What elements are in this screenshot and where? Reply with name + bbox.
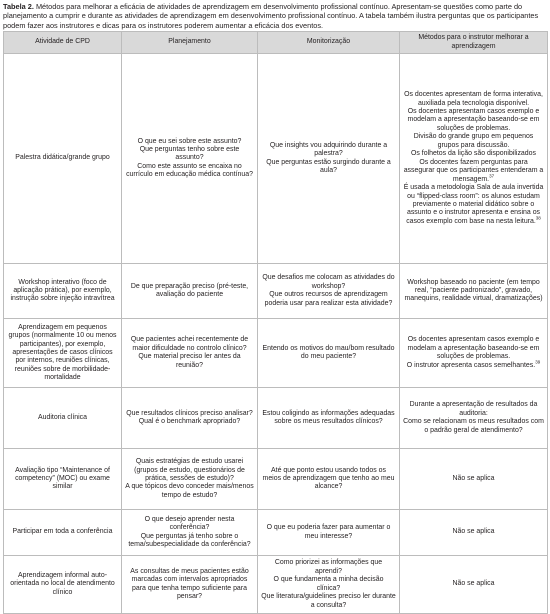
cell-monitoring [258,449,400,510]
cell-planning [122,556,258,614]
planning-question: O que eu sei sobre este assunto? [137,137,242,145]
method-tip: Durante a apresentação de resultados da auditoria: [409,401,538,417]
monitoring-question: Que insights vou adquirindo durante a palestra? [269,141,388,158]
method-tip: Os docentes fazem perguntas para assegurar que os participantes entenderam a mensagem. [403,158,544,183]
method-tip-with-ref [403,159,544,184]
cell-activity: Auditoria clínica [4,388,122,449]
method-tip: Como se relacionam os meus resultados com o padrão geral de atendimento? [403,418,544,434]
method-tip: O instrutor apresenta casos semelhantes. [406,361,536,369]
cell-methods [400,449,548,510]
cell-planning [122,264,258,319]
method-tip: Não se aplica [452,528,495,536]
header-activity: Atividade de CPD [4,32,122,54]
cell-methods [400,264,548,319]
cell-monitoring [258,54,400,264]
method-tip: Os docentes apresentam de forma interativa, auxiliada pela tecnologia disponível. [404,91,543,107]
planning-question: Que material preciso ler antes da reunião? [138,353,241,369]
monitoring-question: Entendo os motivos do mau/bom resultado do meu paciente? [262,344,395,361]
method-tip: Workshop baseado no paciente (em tempo real, “paciente padronizado”, gravado, manequins, realidade virtual, dramatizações) [404,278,543,303]
monitoring-question: Que outros recursos de aprendizagem poderia usar para realizar esta atividade? [264,291,393,307]
monitoring-question: O que fundamenta a minha decisão clínica? [273,576,384,592]
method-tip: Os docentes apresentam casos exemplo e modelam a apresentação baseando-se em soluções de problemas. [407,108,540,132]
table-row [4,449,548,510]
cell-methods [400,319,548,388]
planning-question: De que preparação preciso (pré-teste, avaliação do paciente [130,282,249,299]
method-tip: É usada a metodologia Sala de aula invertida ou “flipped-class room”: os alunos estudam previamente o material didático sobre o assunto e o instrutor apresenta e ensina os casos exemplo com base na nesta leitura. [403,184,544,225]
reference-number: 37 [489,173,495,179]
method-tip: Não se aplica [452,474,495,482]
method-tip-with-ref [403,184,544,226]
planning-question: Quais estratégias de estudo usarei (grupos de estudo, questionários de prática, sessões de estudo)? [134,458,245,482]
cell-planning [122,510,258,556]
monitoring-question: Até que ponto estou usando todos os meios de aprendizagem que tenho ao meu alcance? [262,466,395,491]
monitoring-question: Que desafios me colocam as atividades do workshop? [262,274,395,290]
planning-question: Que perguntas tenho sobre este assunto? [139,146,240,162]
table-caption [3,2,547,30]
planning-question: Que resultados clínicos preciso analisar? [126,409,253,417]
cell-activity: Aprendizagem informal auto-orientada no local de atendimento clínico [4,556,122,614]
planning-question: A que tópicos devo conceder mais/menos tempo de estudo? [125,483,254,499]
header-methods: Métodos para o instrutor melhorar a aprendizagem [400,32,548,54]
method-tip: Não se aplica [452,580,495,588]
monitoring-question: Como priorizei as informações que aprendi? [274,559,383,575]
monitoring-question: O que eu poderia fazer para aumentar o meu interesse? [266,524,391,540]
method-tip: Os folhetos da lição são disponibilizados [411,150,536,158]
planning-question: Que perguntas já tenho sobre o tema/subespecialidade da conferência? [128,532,251,549]
caption-text: Métodos para melhorar a eficácia de atividades de aprendizagem em desenvolvimento profissional contínuo. Apresentam-se questões como parte do planejamento a cumprir e durante as atividades de aprendizagem em desenvolvimento profissional contínuo. A tabela também ilustra perguntas que os participantes podem fazer aos instrutores e dicas para os instrutores poderem aumentar a eficácia dos eventos. [3,2,539,30]
method-tip-with-ref [403,359,544,370]
planning-question: Qual é o benchmark apropriado? [138,418,241,426]
cell-monitoring [258,319,400,388]
cell-activity: Palestra didática/grande grupo [4,54,122,264]
cell-monitoring [258,510,400,556]
cell-methods [400,388,548,449]
cell-methods [400,510,548,556]
planning-question: Como este assunto se encaixa no currículo em educação médica contínua? [126,162,253,179]
cell-activity: Workshop interativo (foco de aplicação prática), por exemplo, instrução sobre injeção intravítrea [4,264,122,319]
monitoring-question: Que perguntas estão surgindo durante a aula? [266,158,391,175]
header-monitoring: Monitorização [258,32,400,54]
header-planning: Planejamento [122,32,258,54]
monitoring-question: Que literatura/guidelines preciso ler durante a consulta? [261,593,396,609]
cell-activity: Aprendizagem em pequenos grupos (normalmente 10 ou menos participantes), por exemplo, apresentações de casos clínicos por internos, reuniões clínicas, reuniões sobre de morbilidade-mortalidade [4,319,122,388]
method-tip: Divisão do grande grupo em pequenos grupos para discussão. [413,133,534,149]
table-row [4,388,548,449]
cell-planning [122,54,258,264]
cell-planning [122,319,258,388]
cell-monitoring [258,264,400,319]
table-header-row [4,32,548,54]
reference-number: 38 [535,215,541,221]
cell-monitoring [258,388,400,449]
table-row [4,264,548,319]
cell-planning [122,449,258,510]
planning-question: Que pacientes achei recentemente de maior dificuldade no controlo clínico? [130,336,249,352]
table-row [4,54,548,264]
table-row [4,556,548,614]
table-row [4,319,548,388]
caption-label: Tabela 2. [3,2,34,11]
cell-activity: Avaliação tipo “Maintenance of competency” (MOC) ou exame similar [4,449,122,510]
cell-monitoring [258,556,400,614]
monitoring-question: Estou coligindo as informações adequadas sobre os meus resultados clínicos? [262,409,395,426]
planning-question: O que desejo aprender nesta conferência? [144,515,235,532]
method-tip: Os docentes apresentam casos exemplo e modelam a apresentação baseando-se em soluções de problemas. [407,336,540,361]
cell-methods [400,54,548,264]
cell-activity: Participar em toda a conferência [4,510,122,556]
table-row [4,510,548,556]
cell-planning [122,388,258,449]
cpd-methods-table [3,31,548,614]
reference-number: 39 [535,359,541,365]
cell-methods [400,556,548,614]
planning-question: As consultas de meus pacientes estão marcadas com intervalos apropriados para que tenha tempo suficiente para pensar? [130,567,249,601]
